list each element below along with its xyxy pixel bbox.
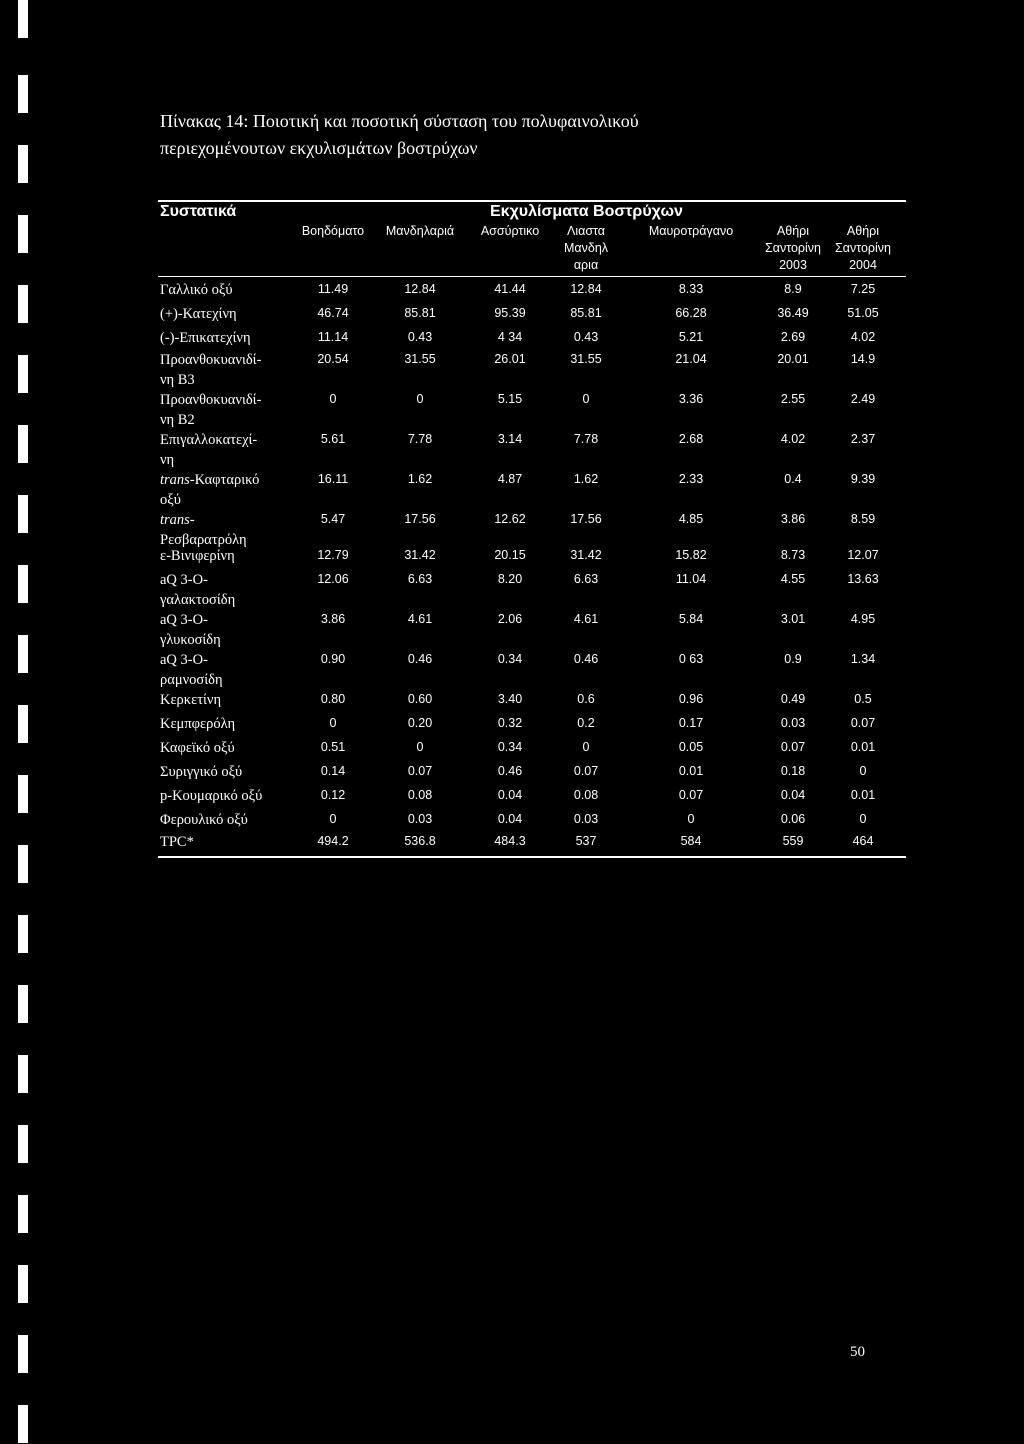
film-sprocket [18, 75, 28, 113]
row-label [160, 786, 295, 806]
column-header-line: 2003 [779, 258, 807, 272]
row-label-line: γαλακτοσίδη [160, 592, 236, 608]
table-cell: 0.06 [780, 812, 806, 826]
column-header-line: Βοηδόματο [301, 224, 365, 238]
row-label-line: Φερουλικό οξύ [160, 812, 248, 828]
table-cell: 4.95 [850, 612, 876, 626]
row-label-line: aQ 3-O- [160, 652, 208, 668]
table-top-rule [158, 200, 906, 202]
row-label [160, 714, 295, 734]
table-cell: 7.25 [850, 282, 876, 296]
column-header [536, 223, 636, 274]
row-label [160, 328, 295, 348]
row-label-line: Γαλλικό οξύ [160, 282, 233, 298]
table-cell: 0.05 [678, 740, 704, 754]
column-header-line: Μανδηλ [563, 241, 609, 255]
table-cell: 5.61 [320, 432, 346, 446]
row-label-line: trans-Καφταρικό [160, 472, 260, 488]
table-cell: 584 [680, 834, 702, 848]
row-label-line: γλυκοσίδη [160, 632, 221, 648]
table-cell: 85.81 [570, 306, 602, 320]
table-cell: 6.63 [573, 572, 599, 586]
column-header-line: Ασσύρτικο [480, 224, 540, 238]
table-cell: 46.74 [317, 306, 349, 320]
table-cell: 0 [416, 740, 424, 754]
table-cell: 7.78 [573, 432, 599, 446]
row-label [160, 546, 295, 566]
row-label [160, 650, 295, 690]
table-cell: 14.9 [850, 352, 876, 366]
film-sprocket [18, 635, 28, 673]
film-sprocket [18, 495, 28, 533]
row-label-line: νη Β3 [160, 372, 195, 388]
table-cell: 20.01 [777, 352, 809, 366]
table-cell: 9.39 [850, 472, 876, 486]
table-cell: 0.04 [497, 788, 523, 802]
table-cell: 536.8 [404, 834, 436, 848]
caption-line-2: περιεχομένουτων εκχυλισμάτων βοστρύχων [160, 138, 478, 158]
row-label-line: Προανθοκυανιδί- [160, 392, 262, 408]
table-cell: 0.03 [407, 812, 433, 826]
row-label-line: Επιγαλλοκατεχί- [160, 432, 258, 448]
film-sprocket [18, 1125, 28, 1163]
table-cell: 3.01 [780, 612, 806, 626]
table-cell: 0 [329, 716, 337, 730]
film-sprocket [18, 985, 28, 1023]
column-header [813, 223, 913, 274]
row-label-line: trans- [160, 512, 195, 528]
row-label [160, 690, 295, 710]
film-sprocket [18, 425, 28, 463]
table-cell: 7.78 [407, 432, 433, 446]
table-cell: 2.69 [780, 330, 806, 344]
table-cell: 0.60 [407, 692, 433, 706]
row-label [160, 570, 295, 610]
table-cell: 0.34 [497, 740, 523, 754]
table-cell: 6.63 [407, 572, 433, 586]
film-sprocket [18, 1055, 28, 1093]
row-label-line: Συριγγικό οξύ [160, 764, 243, 780]
table-cell: 11.14 [317, 330, 349, 344]
table-cell: 0.17 [678, 716, 704, 730]
table-cell: 0.12 [320, 788, 346, 802]
row-label [160, 470, 295, 510]
film-sprocket [18, 845, 28, 883]
table-cell: 2.37 [850, 432, 876, 446]
table-cell: 20.54 [317, 352, 349, 366]
table-cell: 4.61 [407, 612, 433, 626]
film-sprocket [18, 775, 28, 813]
table-cell: 8.33 [678, 282, 704, 296]
table-cell: 0.43 [573, 330, 599, 344]
table-cell: 26.01 [494, 352, 526, 366]
table-cell: 31.42 [570, 548, 602, 562]
row-label-line: p-Κουμαρικό οξύ [160, 788, 263, 804]
table-cell: 5.47 [320, 512, 346, 526]
row-label-line: Προανθοκυανιδί- [160, 352, 262, 368]
row-label-line: οξύ [160, 492, 181, 508]
table-bottom-rule [158, 856, 906, 858]
row-label [160, 762, 295, 782]
table-cell: 5.21 [678, 330, 704, 344]
table-cell: 4.87 [497, 472, 523, 486]
film-sprocket [18, 0, 28, 38]
film-sprocket [18, 1405, 28, 1443]
table-cell: 0 [582, 392, 590, 406]
table-cell: 0.9 [784, 652, 802, 666]
table-cell: 31.55 [570, 352, 602, 366]
table-cell: 4.55 [780, 572, 806, 586]
row-label [160, 280, 295, 300]
table-cell: 0.04 [497, 812, 523, 826]
table-cell: 0.46 [497, 764, 523, 778]
row-label [160, 390, 295, 430]
page-number: 50 [850, 1344, 865, 1360]
film-sprocket [18, 215, 28, 253]
film-sprocket [18, 705, 28, 743]
table-cell: 4.02 [780, 432, 806, 446]
table-cell: 2.33 [678, 472, 704, 486]
column-header-line: Αθήρι [776, 224, 810, 238]
table-cell: 21.04 [675, 352, 707, 366]
row-label-line: Ρεσβαρατρόλη [160, 532, 247, 548]
table-cell: 5.84 [678, 612, 704, 626]
row-label-line: Κερκετίνη [160, 692, 222, 708]
row-label-line: aQ 3-O- [160, 612, 208, 628]
table-cell: 3.36 [678, 392, 704, 406]
film-sprocket [18, 355, 28, 393]
table-cell: 4.02 [850, 330, 876, 344]
row-label-line: aQ 3-O- [160, 572, 208, 588]
table-cell: 0.14 [320, 764, 346, 778]
row-label-line: (+)-Κατεχίνη [160, 306, 237, 322]
table-cell: 0.2 [577, 716, 595, 730]
table-cell: 0.03 [573, 812, 599, 826]
table-cell: 0.07 [407, 764, 433, 778]
table-cell: 5.15 [497, 392, 523, 406]
table-cell: 3.14 [497, 432, 523, 446]
table-cell: 66.28 [675, 306, 707, 320]
table-cell: 0.04 [780, 788, 806, 802]
table-cell: 0.07 [678, 788, 704, 802]
column-header-line: Λιαστα [566, 224, 606, 238]
table-cell: 16.11 [317, 472, 349, 486]
table-cell: 0.08 [573, 788, 599, 802]
table-cell: 0 63 [678, 652, 704, 666]
table-cell: 11.04 [675, 572, 707, 586]
table-cell: 51.05 [847, 306, 879, 320]
table-cell: 0.6 [577, 692, 595, 706]
table-caption [160, 108, 860, 162]
table-cell: 8.59 [850, 512, 876, 526]
table-cell: 11.49 [317, 282, 349, 296]
film-sprocket [18, 285, 28, 323]
row-label [160, 510, 295, 550]
table-cell: 0 [687, 812, 695, 826]
table-cell: 8.9 [784, 282, 802, 296]
table-cell: 12.84 [404, 282, 436, 296]
table-cell: 1.34 [850, 652, 876, 666]
table-cell: 85.81 [404, 306, 436, 320]
table-cell: 4 34 [497, 330, 523, 344]
row-label-line: TPC* [160, 834, 194, 850]
table-cell: 4.85 [678, 512, 704, 526]
film-sprocket [18, 1335, 28, 1373]
table-cell: 0 [859, 764, 867, 778]
column-header-line: Μανδηλαριά [385, 224, 455, 238]
row-label [160, 304, 295, 324]
table-cell: 537 [575, 834, 597, 848]
header-components: Συστατικά [160, 203, 237, 220]
table-cell: 0.46 [573, 652, 599, 666]
column-header-line: Αθήρι [846, 224, 880, 238]
table-cell: 3.86 [320, 612, 346, 626]
table-cell: 494.2 [317, 834, 349, 848]
column-header [641, 223, 741, 240]
table-cell: 0 [329, 812, 337, 826]
film-sprocket [18, 915, 28, 953]
row-label-line: ραμνοσίδη [160, 672, 223, 688]
row-label-line: ε-Βινιφερίνη [160, 548, 235, 564]
table-cell: 0.46 [407, 652, 433, 666]
table-cell: 559 [782, 834, 804, 848]
film-sprocket [18, 1195, 28, 1233]
table-cell: 31.55 [404, 352, 436, 366]
row-label-line: (-)-Επικατεχίνη [160, 330, 251, 346]
table-cell: 12.62 [494, 512, 526, 526]
table-cell: 8.20 [497, 572, 523, 586]
table-cell: 0.01 [678, 764, 704, 778]
table-cell: 0.07 [573, 764, 599, 778]
table-cell: 0.43 [407, 330, 433, 344]
table-cell: 41.44 [494, 282, 526, 296]
table-cell: 2.06 [497, 612, 523, 626]
column-header-line: Σαντορίνη [834, 241, 891, 255]
column-header-line: Σαντορίνη [764, 241, 821, 255]
table-cell: 0.01 [850, 740, 876, 754]
table-cell: 0.32 [497, 716, 523, 730]
table-cell: 2.55 [780, 392, 806, 406]
table-cell: 4.61 [573, 612, 599, 626]
table-cell: 13.63 [847, 572, 879, 586]
table-cell: 0 [416, 392, 424, 406]
column-header-line: αρια [573, 258, 599, 272]
table-cell: 95.39 [494, 306, 526, 320]
table-cell: 0.4 [784, 472, 802, 486]
film-sprocket [18, 1265, 28, 1303]
table-cell: 1.62 [407, 472, 433, 486]
table-cell: 0.80 [320, 692, 346, 706]
row-label [160, 430, 295, 470]
table-cell: 484.3 [494, 834, 526, 848]
header-bottom-rule [158, 276, 906, 277]
table-cell: 0.96 [678, 692, 704, 706]
table-cell: 0.18 [780, 764, 806, 778]
row-label [160, 610, 295, 650]
table-cell: 20.15 [494, 548, 526, 562]
table-cell: 1.62 [573, 472, 599, 486]
table-cell: 0.20 [407, 716, 433, 730]
film-sprocket [18, 145, 28, 183]
table-cell: 36.49 [777, 306, 809, 320]
table-cell: 3.40 [497, 692, 523, 706]
table-cell: 17.56 [570, 512, 602, 526]
table-cell: 0.08 [407, 788, 433, 802]
table-cell: 464 [852, 834, 874, 848]
table-cell: 0.01 [850, 788, 876, 802]
table-cell: 8.73 [780, 548, 806, 562]
table-cell: 0.07 [850, 716, 876, 730]
table-cell: 0.49 [780, 692, 806, 706]
table-cell: 2.68 [678, 432, 704, 446]
row-label [160, 832, 295, 852]
column-header [370, 223, 470, 240]
column-header [283, 223, 383, 240]
table-cell: 12.07 [847, 548, 879, 562]
table-cell: 0.51 [320, 740, 346, 754]
table-cell: 15.82 [675, 548, 707, 562]
table-cell: 3.86 [780, 512, 806, 526]
table-cell: 0.5 [854, 692, 872, 706]
table-cell: 0.34 [497, 652, 523, 666]
table-cell: 2.49 [850, 392, 876, 406]
column-header-line: 2004 [849, 258, 877, 272]
row-label-line: νη Β2 [160, 412, 195, 428]
row-label-line: Κεμπφερόλη [160, 716, 236, 732]
table-cell: 0 [329, 392, 337, 406]
table-cell: 0.03 [780, 716, 806, 730]
table-cell: 12.06 [317, 572, 349, 586]
row-label-line: Καφεϊκό οξύ [160, 740, 235, 756]
table-cell: 0.90 [320, 652, 346, 666]
row-label-line: νη [160, 452, 175, 468]
film-sprocket [18, 565, 28, 603]
table-cell: 0 [859, 812, 867, 826]
table-cell: 12.84 [570, 282, 602, 296]
row-label [160, 810, 295, 830]
table-cell: 0.07 [780, 740, 806, 754]
table-cell: 17.56 [404, 512, 436, 526]
table-cell: 12.79 [317, 548, 349, 562]
caption-line-1: Πίνακας 14: Ποιοτική και ποσοτική σύσταση του πολυφαινολικού [160, 111, 639, 131]
row-label [160, 350, 295, 390]
column-header-line: Μαυροτράγανο [648, 224, 734, 238]
table-cell: 0 [582, 740, 590, 754]
header-extracts-group: Εκχυλίσματα Βοστρύχων [490, 203, 683, 220]
table-cell: 31.42 [404, 548, 436, 562]
row-label [160, 738, 295, 758]
